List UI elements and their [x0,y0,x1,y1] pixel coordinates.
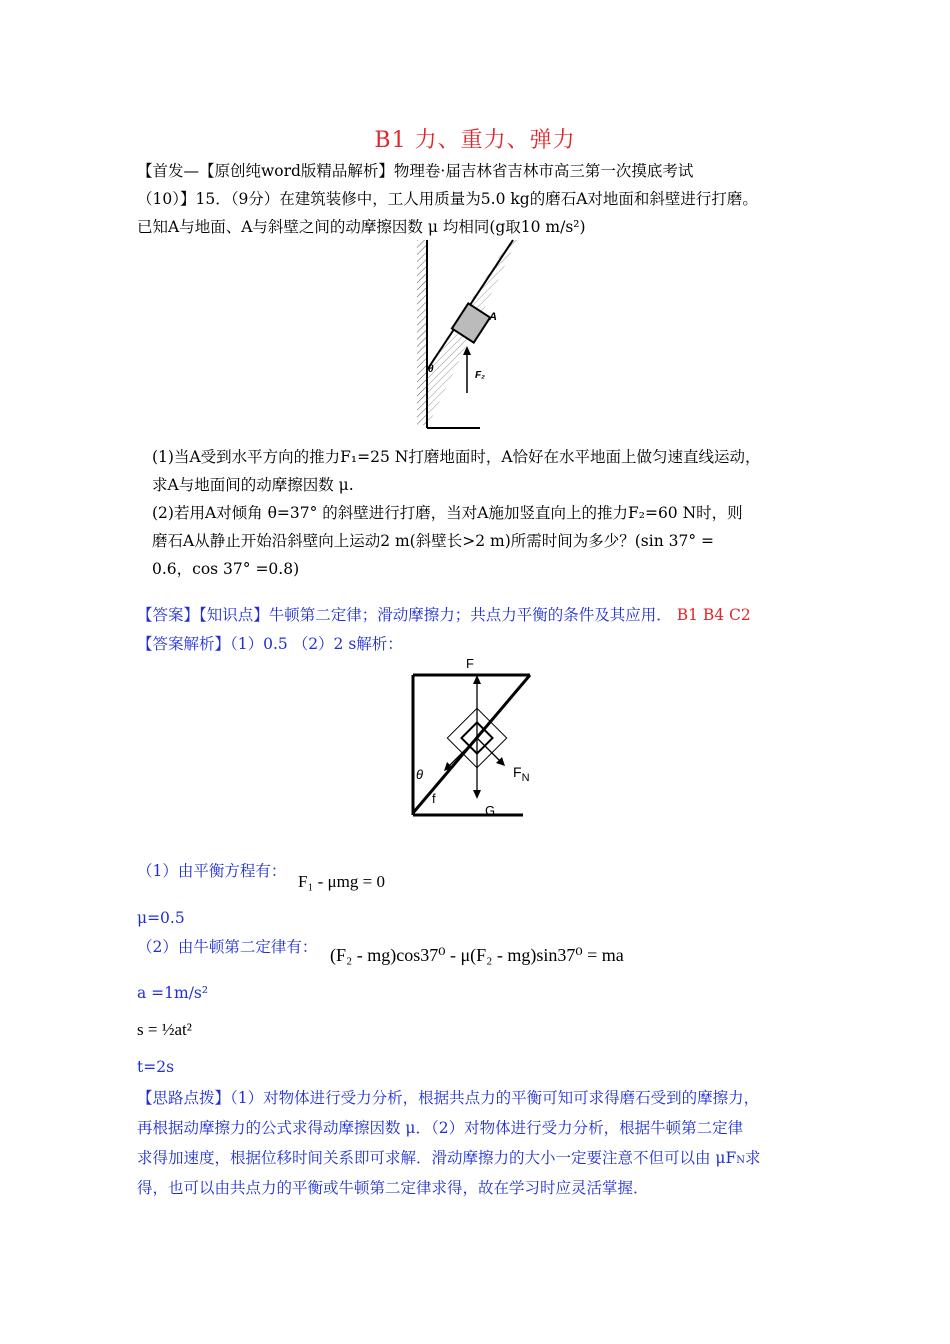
incline-figure [405,238,525,438]
solution-step-2: （2）由牛顿第二定律有： [137,938,318,956]
force-diagram [410,655,545,820]
result-3: t=2s [137,1058,175,1076]
document-title: B1 力、重力、弹力 [374,128,576,153]
intro-line-3: 已知A与地面、A与斜壁之间的动摩擦因数 μ 均相同(g取10 m/s²) [137,218,586,236]
answer-codes: B1 B4 C2 [676,606,751,624]
intro-line-2: （10）】15．（9分）在建筑装修中，工人用质量为5.0 kg的磨石A对地面和斜壁进行打磨。 [137,190,758,208]
result-2: a =1m/s² [137,984,209,1002]
answer-analysis: 【答案解析】（1）0.5 （2）2 s解析： [137,635,403,653]
label-a: A [489,311,497,323]
intro-line-1: 【首发—【原创纯word版精品解析】物理卷·届吉林省吉林市高三第一次摸底考试 [137,162,694,180]
label-f2: F₂ [475,370,485,381]
hint-line-4: 得，也可以由共点力的平衡或牛顿第二定律求得，故在学习时应灵活掌握． [137,1179,649,1197]
solution-step-1: （1）由平衡方程有： [137,862,287,880]
wall-hatch [417,240,427,425]
question-2-line-2: 磨石A从静止开始沿斜壁向上运动2 m(斜壁长>2 m)所需时间为多少？(sin 37° = [152,532,715,550]
question-1-line-1: (1)当A受到水平方向的推力F₁=25 N打磨地面时，A恰好在水平地面上做匀速直线运动， [152,448,761,466]
equation-1: F₁ - μmg = 0 [298,872,385,891]
hint-line-2: 再根据动摩擦力的公式求得动摩擦因数 μ．（2）对物体进行受力分析，根据牛顿第二定律 [137,1119,744,1137]
answer-line [137,605,751,625]
label-force-f: F [466,656,474,671]
result-1: μ=0.5 [137,909,185,927]
label-theta: θ [428,364,434,375]
hint-line-1: 【思路点拨】（1）对物体进行受力分析，根据共点力的平衡可知可求得磨石受到的摩擦力， [137,1089,760,1107]
label-force-fn: $F_N$ [513,764,530,784]
equation-3: s = ½at² [137,1020,192,1039]
equation-2: (F₂ - mg)cos37⁰ - μ(F₂ - mg)sin37⁰ = ma [330,945,624,965]
answer-label: 【答案】【知识点】牛顿第二定律；滑动摩擦力；共点力平衡的条件及其应用． [137,606,672,624]
hint-line-3: 求得加速度，根据位移时间关系即可求解．滑动摩擦力的大小一定要注意不但可以由 μFN求 [137,1149,761,1167]
question-1-line-2: 求A与地面间的动摩擦因数 μ. [152,476,354,494]
label-gravity: G [485,803,496,818]
question-2-line-3: 0.6，cos 37° =0.8) [152,560,300,578]
label-theta-2: θ [416,767,424,782]
label-friction: f [432,791,436,806]
question-2-line-1: (2)若用A对倾角 θ=37° 的斜壁进行打磨，当对A施加竖直向上的推力F₂=60 N时，则 [152,504,743,522]
